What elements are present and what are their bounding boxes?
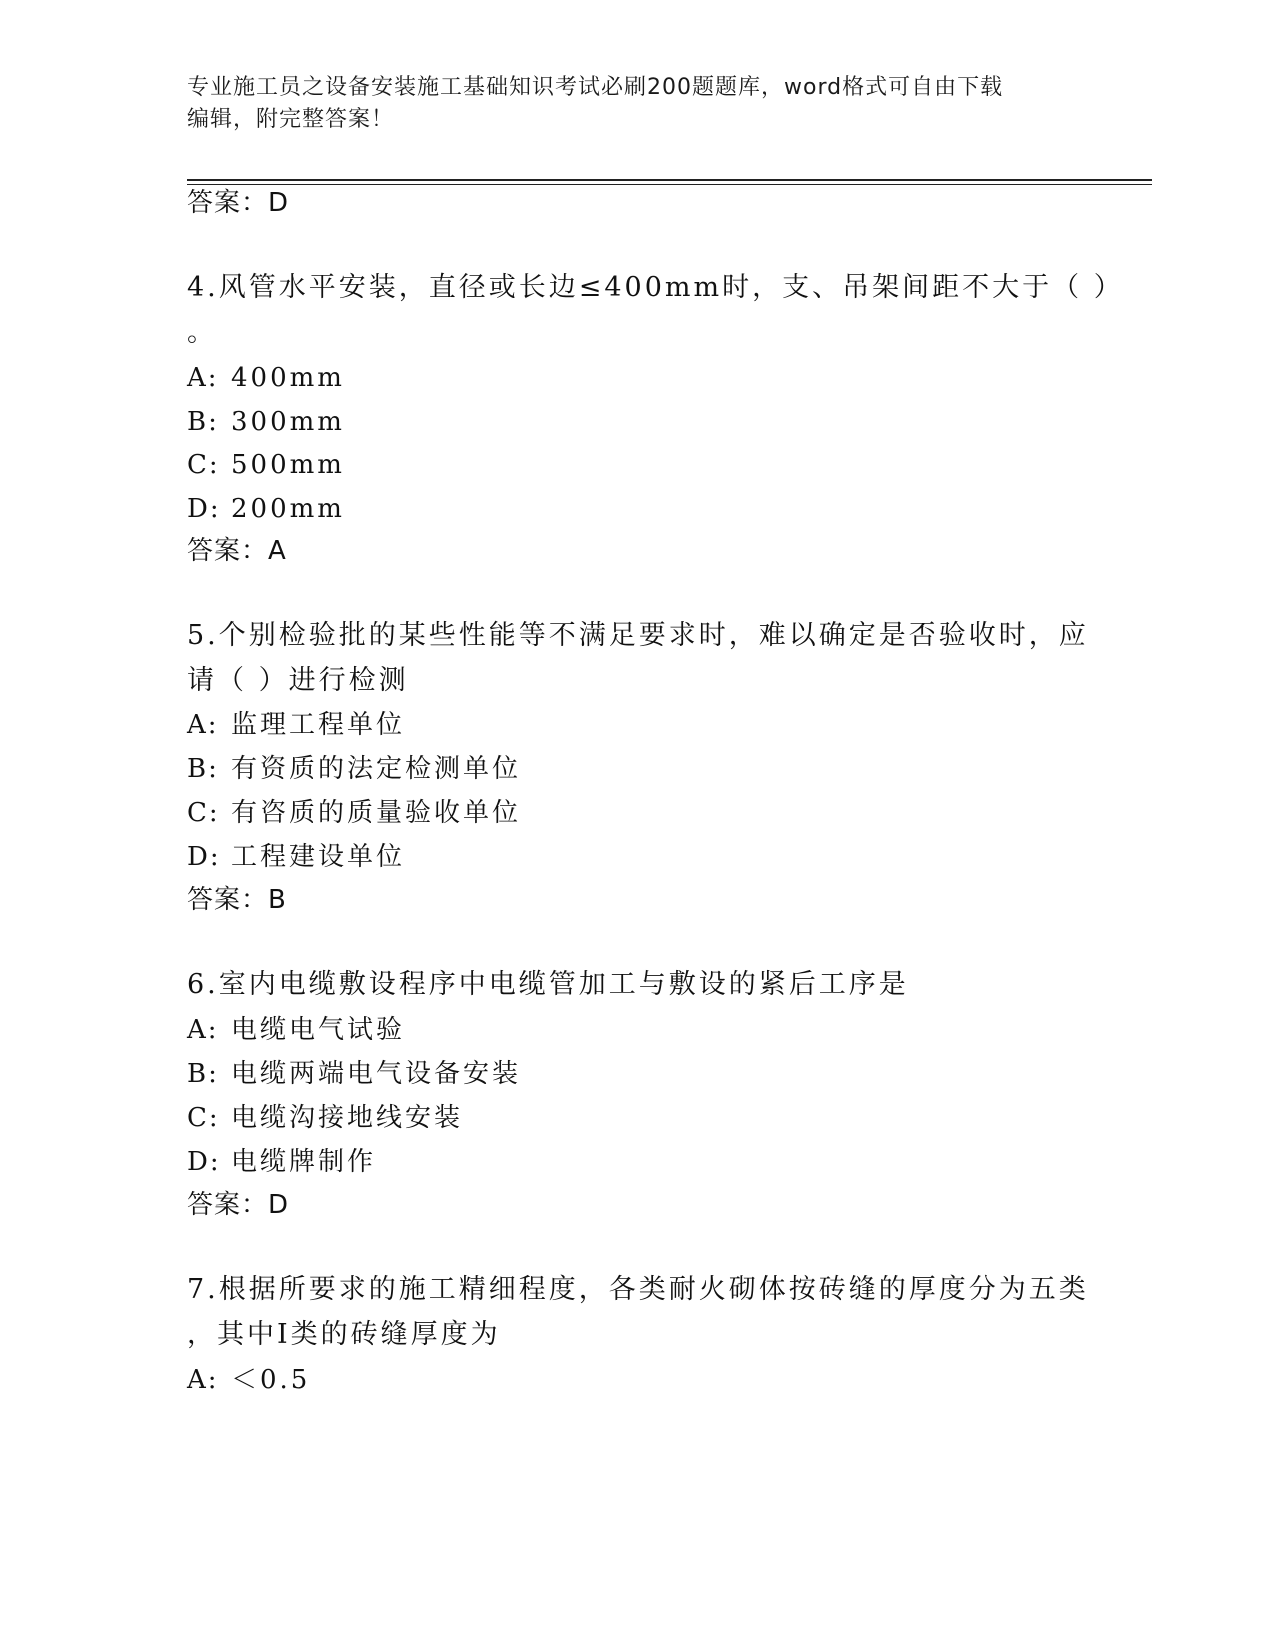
document-header (187, 72, 1067, 136)
question-4-line-2: 。 (187, 317, 217, 348)
question-5-line-2: 请（ ）进行检测 (187, 665, 409, 696)
question-7-option-a: A: ＜0.5 (187, 1365, 311, 1395)
question-4-answer: 答案：A (187, 536, 287, 566)
question-6-option-c: C: 电缆沟接地线安装 (187, 1103, 464, 1133)
question-4-option-c: C: 500mm (187, 450, 345, 480)
question-5-option-a: A: 监理工程单位 (187, 710, 406, 740)
question-4-option-b: B: 300mm (187, 407, 345, 437)
question-6-option-a: A: 电缆电气试验 (187, 1015, 406, 1045)
question-5-option-c: C: 有咨质的质量验收单位 (187, 798, 522, 828)
question-6-answer: 答案：D (187, 1190, 290, 1220)
header-divider (187, 179, 1152, 181)
question-7-line-2: ，其中Ⅰ类的砖缝厚度为 (187, 1319, 501, 1350)
header-divider-thin (187, 184, 1152, 185)
header-line-2: 编辑，附完整答案！ (187, 107, 395, 132)
question-7-line-1: 7.根据所要求的施工精细程度，各类耐火砌体按砖缝的厚度分为五类 (187, 1274, 1089, 1305)
question-6-option-d: D: 电缆牌制作 (187, 1147, 377, 1177)
question-5-option-b: B: 有资质的法定检测单位 (187, 754, 522, 784)
question-4-option-d: D: 200mm (187, 494, 345, 524)
question-5-option-d: D: 工程建设单位 (187, 842, 406, 872)
answer-prev: 答案：D (187, 188, 290, 218)
question-4-line-1: 4.风管水平安装，直径或长边≤400mm时，支、吊架间距不大于（ ） (187, 272, 1124, 303)
question-6-line-1: 6.室内电缆敷设程序中电缆管加工与敷设的紧后工序是 (187, 969, 909, 1000)
question-5-answer: 答案：B (187, 885, 287, 915)
question-4-option-a: A: 400mm (187, 363, 345, 393)
header-line-1: 专业施工员之设备安装施工基础知识考试必刷200题题库，word格式可自由下载 (187, 75, 1004, 100)
question-6-option-b: B: 电缆两端电气设备安装 (187, 1059, 522, 1089)
question-5-line-1: 5.个别检验批的某些性能等不满足要求时，难以确定是否验收时，应 (187, 620, 1089, 651)
